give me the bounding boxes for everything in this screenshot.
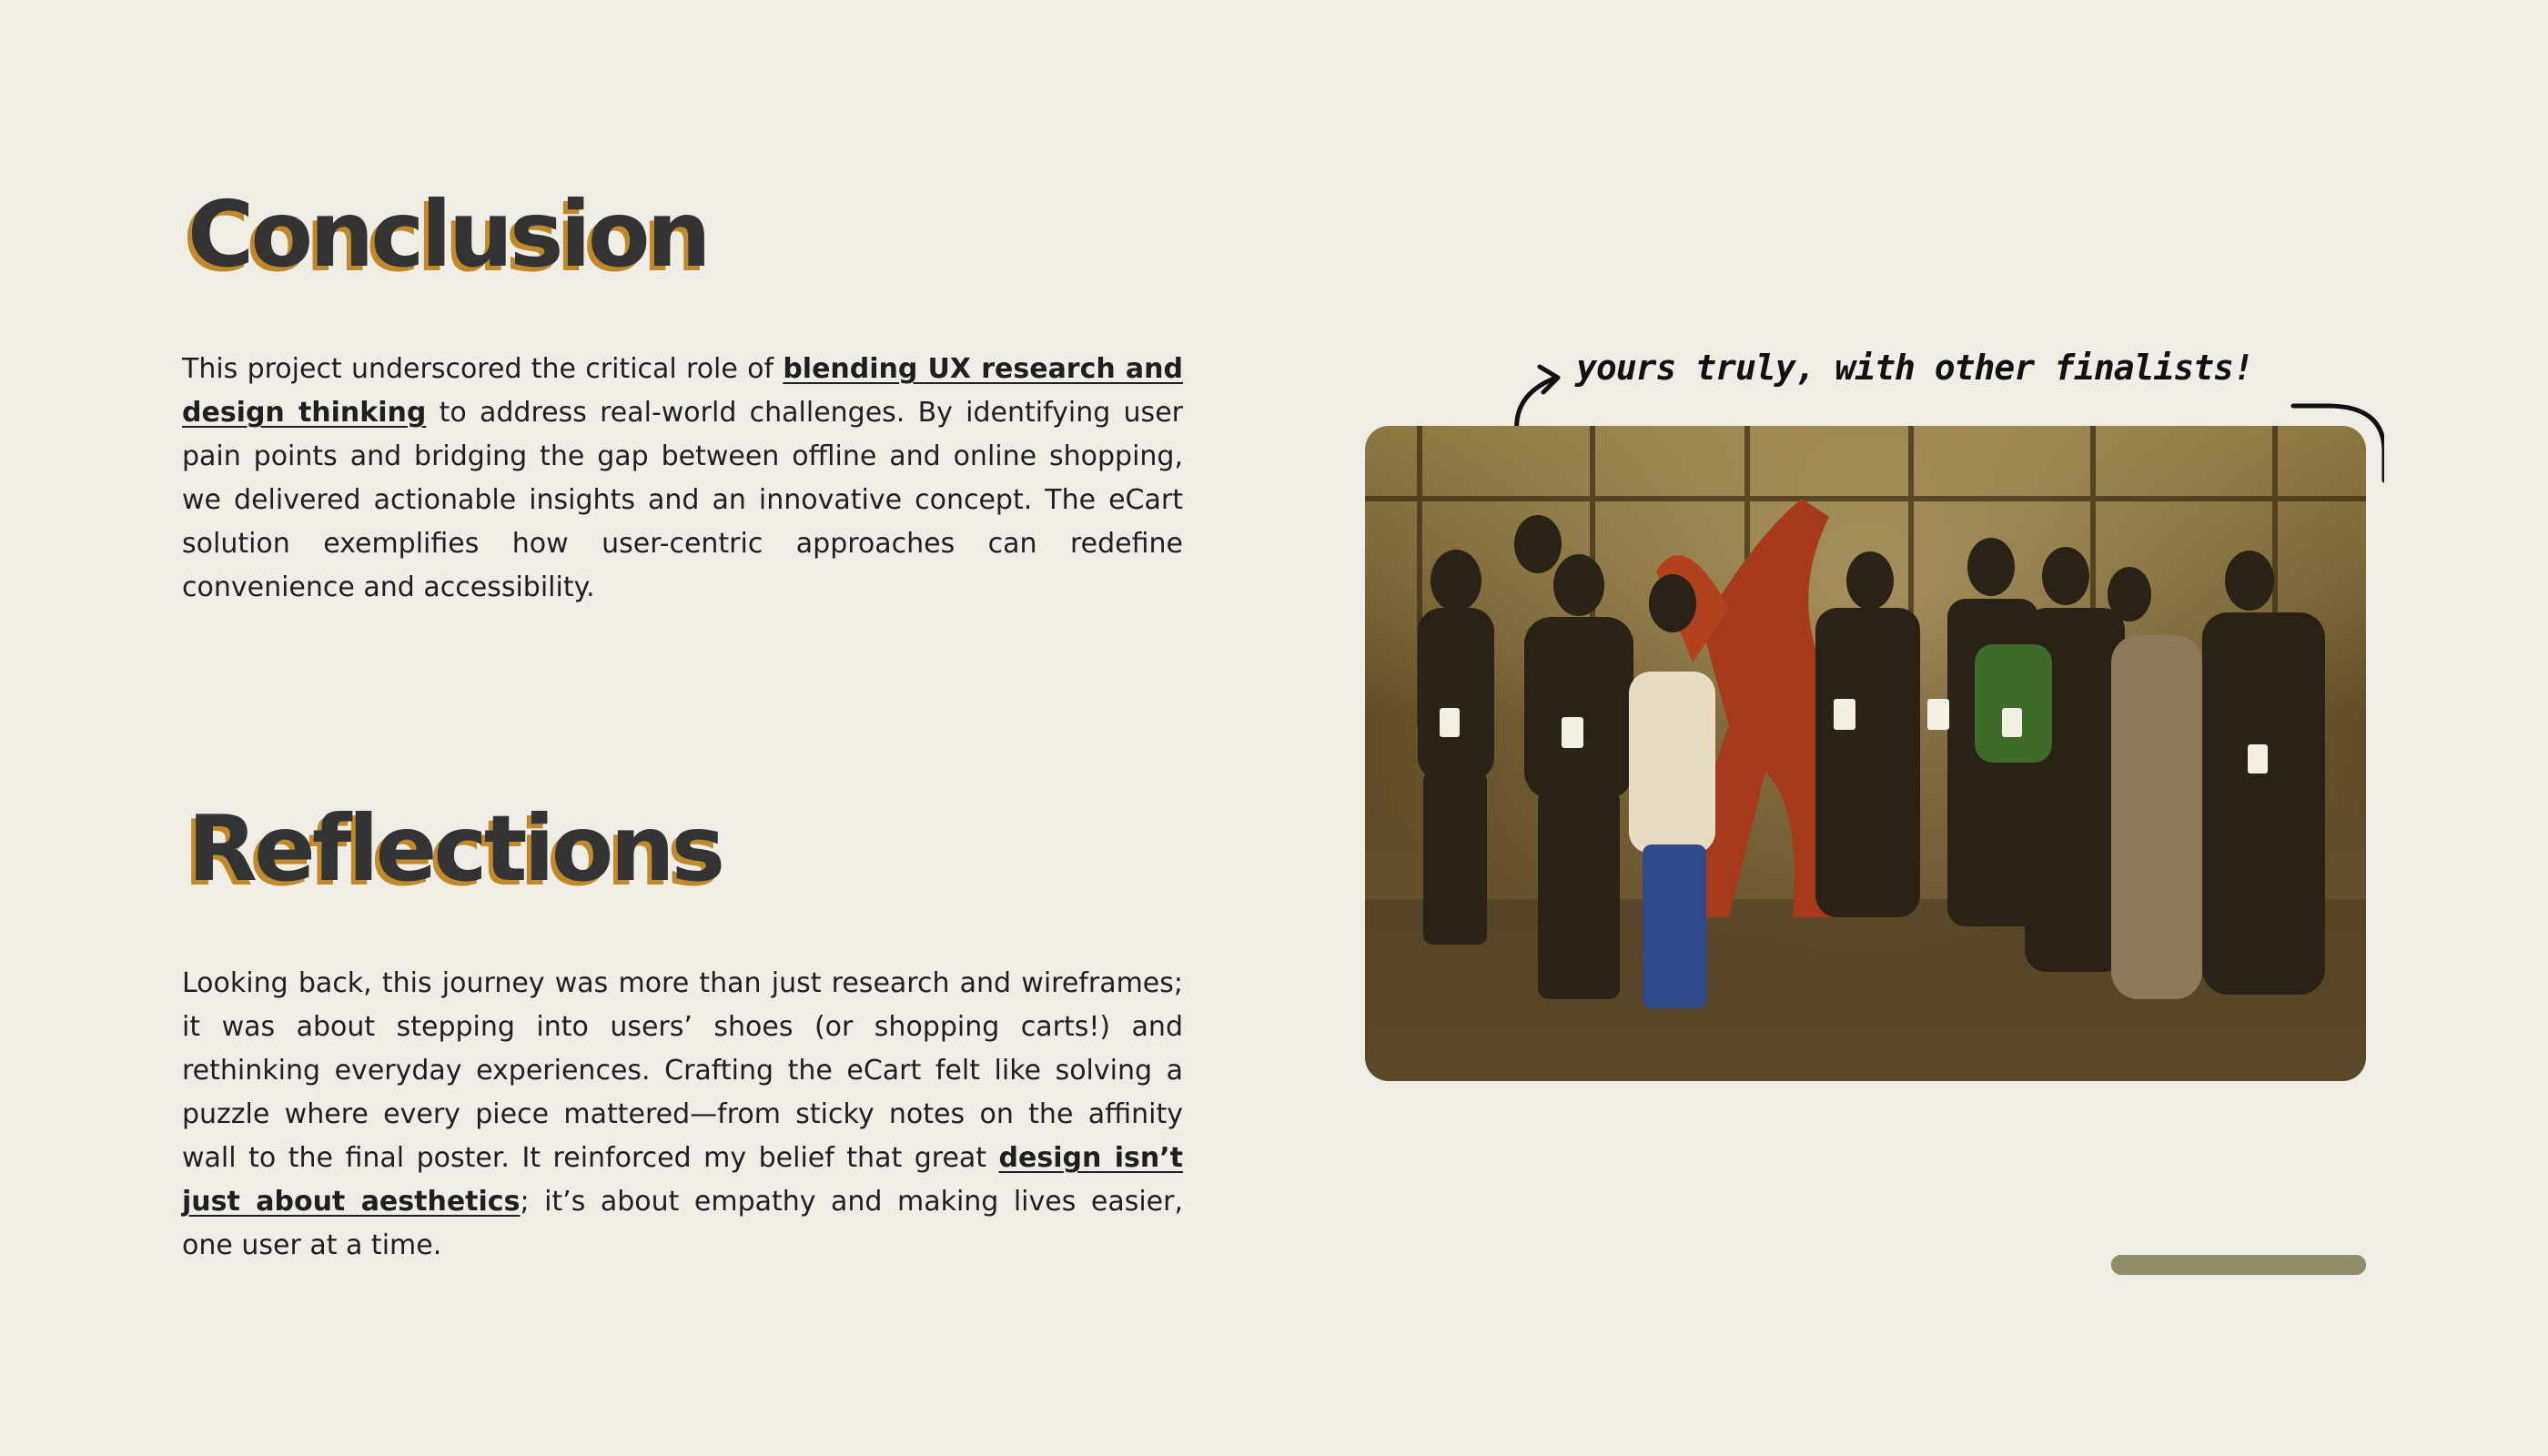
reflections-heading: Reflections [187, 795, 723, 902]
finalists-photo [1365, 426, 2366, 1081]
conclusion-text-start: This project underscored the critical role of [182, 353, 784, 385]
conclusion-paragraph [182, 348, 1183, 610]
reflections-paragraph [182, 962, 1183, 1268]
conclusion-heading: Conclusion [187, 181, 708, 288]
conclusion-text-end: to address real-world challenges. By identifying user pain points and bridging the gap between offline and online shopping, we delivered actionable insights and an innovative concept. The eCart solution exemplifies how user-centric approaches can redefine convenience and accessibility. [182, 397, 1183, 603]
reflections-text-start: Looking back, this journey was more than just research and wireframes; it was about stepping into users’ shoes (or shopping carts!) and rethinking everyday experiences. Crafting the eCart felt like solving a puzzle where every piece mattered—from sticky notes on the affinity wall to the final poster. It reinforced my belief that great [182, 967, 1183, 1174]
reflections-text-end: ; it’s about empathy and making lives easier, one user at a time. [182, 1186, 1183, 1261]
conclusion-highlight: blending UX research and design thinking [182, 353, 1184, 429]
progress-bar [2111, 1255, 2366, 1275]
reflections-highlight: design isn’t just about aesthetics [182, 1142, 1183, 1218]
progress-bar-fill [2111, 1255, 2366, 1275]
photo-caption: yours truly, with other finalists! [1576, 348, 2253, 388]
